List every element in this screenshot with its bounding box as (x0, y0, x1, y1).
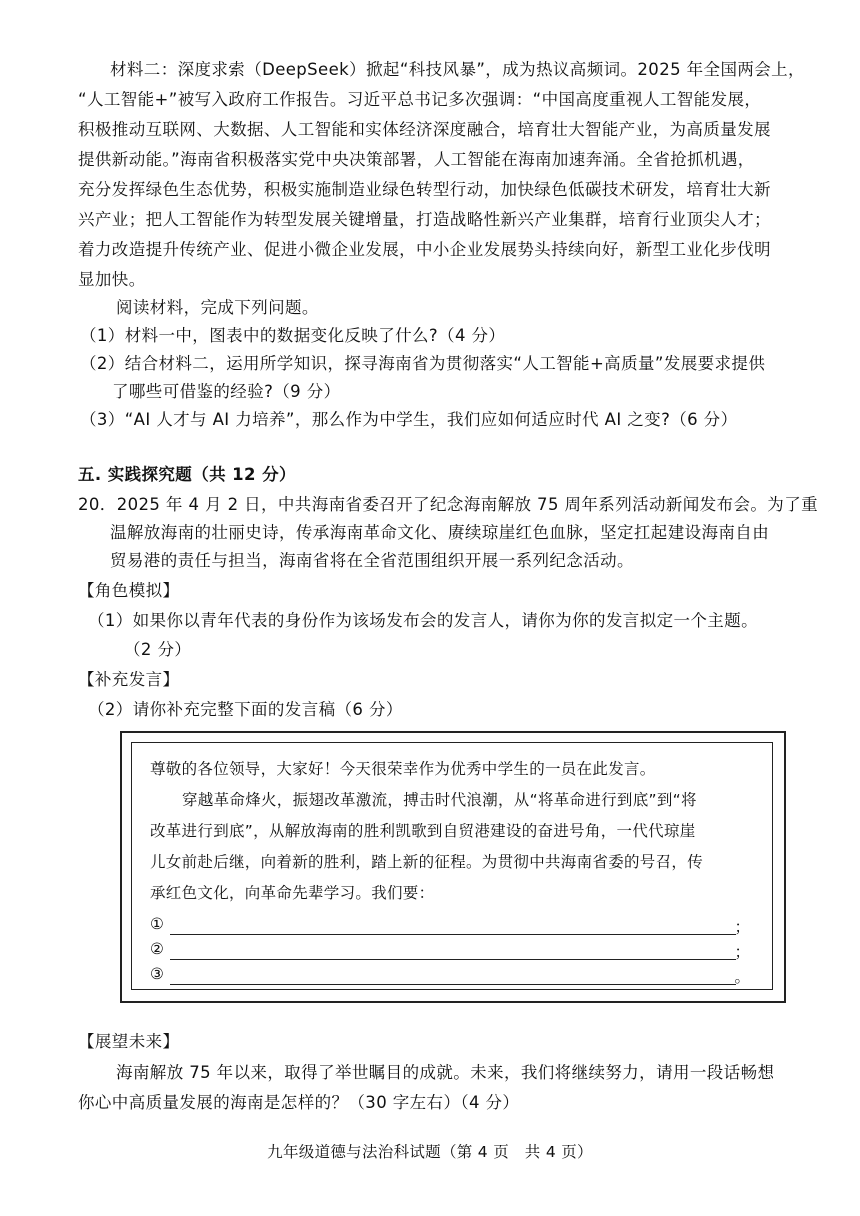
speech-blank-3[interactable] (150, 965, 750, 989)
question-19-2-line-1: （2）结合材料二，运用所学知识，探寻海南省为贯彻落实“人工智能+高质量”发展要求提供 (80, 354, 766, 373)
role-simulation-heading: 【角色模拟】 (78, 581, 180, 600)
question-20-line-3: 贸易港的责任与担当，海南省将在全省范围组织开展一系列纪念活动。 (110, 551, 634, 570)
supplementary-speech-heading: 【补充发言】 (78, 670, 180, 689)
material2-line-6: 兴产业；把人工智能作为转型发展关键增量，打造战略性新兴产业集群，培育行业顶尖人才； (78, 210, 771, 229)
question-19-2-line-2: 了哪些可借鉴的经验?（9 分） (112, 382, 341, 401)
blank-number-3: ③ (150, 965, 164, 983)
question-20-2: （2）请你补充完整下面的发言稿（6 分） (88, 700, 403, 719)
question-19-1: （1）材料一中，图表中的数据变化反映了什么?（4 分） (80, 326, 506, 345)
question-20-1-line-1: （1）如果你以青年代表的身份作为该场发布会的发言人，请你为你的发言拟定一个主题。 (88, 611, 758, 630)
question-20-1-line-2: （2 分） (124, 640, 192, 659)
speech-line-2: 穿越革命烽火，振翅改革激流，搏击时代浪潮，从“将革命进行到底”到“将 (182, 791, 697, 809)
material2-line-2: “人工智能+”被写入政府工作报告。习近平总书记多次强调：“中国高度重视人工智能发展， (78, 90, 762, 109)
speech-blank-2[interactable] (150, 940, 750, 964)
speech-line-4: 儿女前赴后继，向着新的胜利，踏上新的征程。为贯彻中共海南省委的号召，传 (150, 853, 704, 871)
blank-number-2: ② (150, 940, 164, 958)
answer-line (170, 934, 736, 935)
speech-line-1: 尊敬的各位领导，大家好！今天很荣幸作为优秀中学生的一员在此发言。 (150, 760, 656, 778)
answer-line (170, 959, 736, 960)
blank-punctuation: ； (734, 918, 750, 936)
reading-instruction: 阅读材料，完成下列问题。 (116, 298, 319, 317)
material2-line-1: 材料二：深度求索（DeepSeek）掀起“科技风暴”，成为热议高频词。2025 年全国两会上， (110, 60, 805, 79)
future-outlook-line-2: 你心中高质量发展的海南是怎样的？（30 字左右）（4 分） (78, 1093, 520, 1112)
material2-line-8: 显加快。 (78, 270, 146, 289)
question-19-3: （3）“AI 人才与 AI 力培养”，那么作为中学生，我们应如何适应时代 AI 之变?（6 分） (80, 410, 738, 429)
question-20-line-2: 温解放海南的壮丽史诗，传承海南革命文化、赓续琼崖红色血脉，坚定扛起建设海南自由 (110, 523, 770, 542)
question-20-line-1: 20．2025 年 4 月 2 日，中共海南省委召开了纪念海南解放 75 周年系列活动新闻发布会。为了重 (78, 495, 818, 514)
blank-punctuation: 。 (734, 968, 750, 986)
blank-punctuation: ； (734, 943, 750, 961)
speech-blank-1[interactable] (150, 915, 750, 939)
future-outlook-heading: 【展望未来】 (78, 1032, 180, 1051)
page-footer: 九年级道德与法治科试题（第 4 页 共 4 页） (267, 1143, 593, 1161)
material2-line-4: 提供新动能。”海南省积极落实党中央决策部署，人工智能在海南加速奔涌。全省抢抓机遇， (78, 150, 755, 169)
speech-line-3: 改革进行到底”，从解放海南的胜利凯歌到自贸港建设的奋进号角，一代代琼崖 (150, 822, 696, 840)
material2-line-3: 积极推动互联网、大数据、人工智能和实体经济深度融合，培育壮大智能产业，为高质量发展 (78, 120, 771, 139)
answer-line (170, 984, 736, 985)
material2-line-5: 充分发挥绿色生态优势，积极实施制造业绿色转型行动，加快绿色低碳技术研发，培育壮大新 (78, 180, 771, 199)
section-5-heading: 五. 实践探究题（共 12 分） (78, 465, 296, 484)
blank-number-1: ① (150, 915, 164, 933)
future-outlook-line-1: 海南解放 75 年以来，取得了举世瞩目的成就。未来，我们将继续努力，请用一段话畅想 (116, 1063, 775, 1082)
speech-line-5: 承红色文化，向革命先辈学习。我们要： (150, 884, 435, 902)
material2-line-7: 着力改造提升传统产业、促进小微企业发展，中小企业发展势头持续向好，新型工业化步伐明 (78, 240, 771, 259)
